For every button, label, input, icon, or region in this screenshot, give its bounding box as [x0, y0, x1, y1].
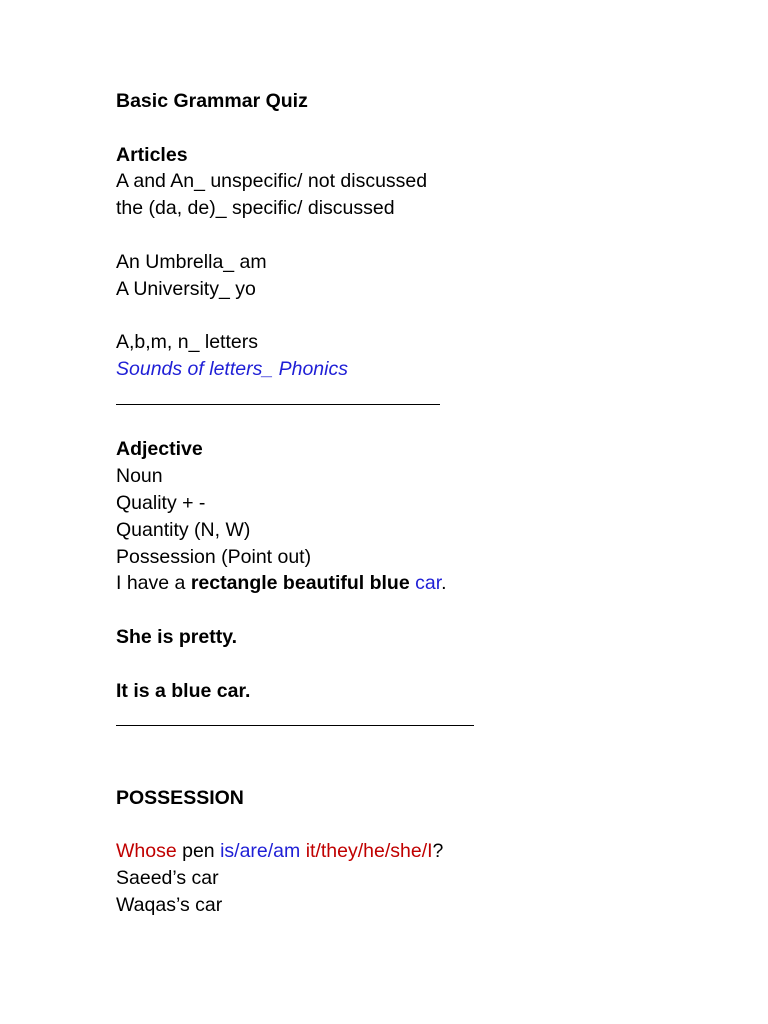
spacer — [116, 731, 736, 758]
articles-example: A University_ yo — [116, 277, 256, 300]
spacer — [116, 812, 736, 839]
question-pronouns: it/they/he/she/I — [305, 840, 433, 863]
adjective-line: Noun — [116, 465, 163, 488]
possession-heading: POSSESSION — [116, 786, 244, 809]
articles-example: An Umbrella_ am — [116, 250, 267, 273]
adjective-example — [116, 570, 736, 597]
articles-line: A and An_ unspecific/ not discussed — [116, 170, 428, 193]
example-sentence: It is a blue car. — [116, 679, 251, 702]
example-sentence: She is pretty. — [116, 625, 238, 648]
question-mark: ? — [432, 840, 444, 863]
spacer — [116, 302, 736, 329]
document-body — [116, 88, 736, 919]
spacer — [116, 651, 736, 678]
spacer — [116, 410, 736, 437]
example-adjectives: rectangle beautiful blue — [190, 572, 410, 595]
phonics-line: Sounds of letters_ Phonics — [116, 357, 348, 380]
adjective-line: Quantity (N, W) — [116, 518, 251, 541]
articles-heading: Articles — [116, 143, 188, 166]
question-pen: pen — [176, 840, 221, 863]
question-whose: Whose — [116, 840, 177, 863]
adjective-line: Possession (Point out) — [116, 545, 312, 568]
spacer — [116, 222, 736, 249]
divider-line — [116, 383, 736, 410]
divider-line — [116, 704, 736, 731]
example-noun: car — [415, 572, 442, 595]
question-verbs: is/are/am — [220, 840, 301, 863]
possession-example: Saeed’s car — [116, 867, 219, 890]
letters-line: A,b,m, n_ letters — [116, 331, 258, 354]
spacer — [116, 597, 736, 624]
example-end: . — [441, 572, 447, 595]
adjective-line: Quality + - — [116, 491, 206, 514]
adjective-heading: Adjective — [116, 438, 203, 461]
possession-question — [116, 838, 736, 865]
articles-line: the (da, de)_ specific/ discussed — [116, 197, 395, 220]
example-prefix: I have a — [116, 572, 191, 595]
spacer — [116, 115, 736, 142]
possession-example: Waqas’s car — [116, 893, 223, 916]
spacer — [116, 758, 736, 785]
document-title: Basic Grammar Quiz — [116, 90, 308, 112]
